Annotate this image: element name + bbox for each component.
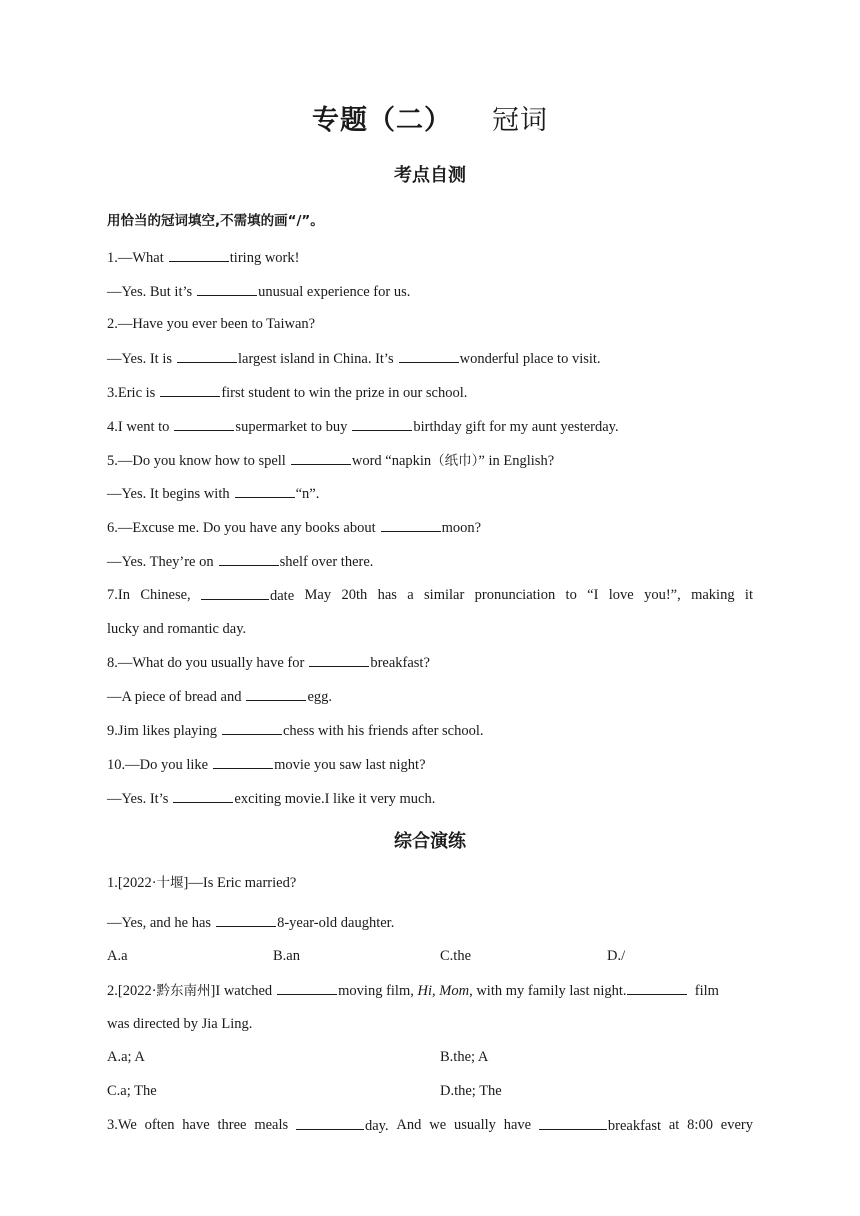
choice-question-1-line-b: —Yes, and he has 8-year-old daughter. <box>107 912 753 933</box>
answer-blank[interactable] <box>277 980 337 995</box>
word: pronunciation <box>474 587 556 603</box>
question-2-line-b: —Yes. It is largest island in China. It’s wonderful place to visit. <box>107 348 753 369</box>
question-6-line-b: —Yes. They’re on shelf over there. <box>107 551 753 572</box>
word: breakfast <box>539 1115 661 1136</box>
answer-blank[interactable] <box>296 1115 364 1130</box>
answer-blank[interactable] <box>197 281 257 296</box>
word: 8:00 <box>687 1117 713 1133</box>
answer-blank[interactable] <box>381 517 441 532</box>
word: 7.In <box>107 587 130 603</box>
option-b[interactable]: B.the; A <box>440 1049 489 1065</box>
answer-blank[interactable] <box>169 247 229 262</box>
word: to <box>565 587 577 603</box>
option-b[interactable]: B.an <box>273 948 300 964</box>
answer-blank[interactable] <box>627 980 687 995</box>
choice-question-3-line-a <box>107 1115 753 1136</box>
answer-blank[interactable] <box>177 348 237 363</box>
question-8-line-a: 8.—What do you usually have for breakfast? <box>107 652 753 673</box>
word: 20th <box>341 587 368 603</box>
choice-question-2-line-a: 2.[2022·黔东南州]I watched moving film, Hi, Mom, with my family last night. film <box>107 980 753 1001</box>
answer-blank[interactable] <box>213 754 273 769</box>
word: May <box>304 587 332 603</box>
word: has <box>377 587 397 603</box>
section-heading-practice: 综合演练 <box>394 831 466 852</box>
answer-blank[interactable] <box>291 450 351 465</box>
answer-blank[interactable] <box>219 551 279 566</box>
option-d[interactable]: D.the; The <box>440 1083 502 1099</box>
option-a[interactable]: A.a; A <box>107 1049 145 1065</box>
section-heading-self-test: 考点自测 <box>394 165 466 186</box>
answer-blank[interactable] <box>399 348 459 363</box>
word: love <box>608 587 634 603</box>
word: three <box>217 1117 247 1133</box>
question-8-line-b: —A piece of bread and egg. <box>107 686 753 707</box>
word: have <box>182 1117 210 1133</box>
word: have <box>503 1117 532 1133</box>
word: making <box>691 587 735 603</box>
word: you!”, <box>644 587 681 603</box>
question-4: 4.I went to supermarket to buy birthday gift for my aunt yesterday. <box>107 416 753 437</box>
answer-blank[interactable] <box>173 788 233 803</box>
page-title <box>0 98 860 137</box>
answer-blank[interactable] <box>246 686 306 701</box>
word: date <box>201 585 294 606</box>
question-3: 3.Eric is first student to win the prize in our school. <box>107 382 753 403</box>
word: often <box>144 1117 175 1133</box>
word: at <box>668 1117 680 1133</box>
answer-blank[interactable] <box>216 912 276 927</box>
question-5-line-a: 5.—Do you know how to spell word “napkin（纸巾）” in English? <box>107 450 753 471</box>
question-5-line-b: —Yes. It begins with “n”. <box>107 483 753 504</box>
answer-blank[interactable] <box>235 483 295 498</box>
question-1-line-b: —Yes. But it’s unusual experience for us. <box>107 281 753 302</box>
word: Chinese, <box>140 587 191 603</box>
answer-blank[interactable] <box>222 720 282 735</box>
word: every <box>720 1117 753 1133</box>
choice-question-1-line-a: 1.[2022·十堰]—Is Eric married? <box>107 875 297 891</box>
question-6-line-a: 6.—Excuse me. Do you have any books about moon? <box>107 517 753 538</box>
question-1-line-a: 1.—What tiring work! <box>107 247 753 268</box>
word: it <box>744 587 753 603</box>
question-10-line-a: 10.—Do you like movie you saw last night? <box>107 754 753 775</box>
title-main: 专题（二） <box>312 105 452 136</box>
instruction-text: 用恰当的冠词填空,不需填的画“/”。 <box>107 213 324 229</box>
answer-blank[interactable] <box>309 652 369 667</box>
question-9: 9.Jim likes playing chess with his friends after school. <box>107 720 753 741</box>
word: day. <box>296 1115 389 1136</box>
title-sub: 冠词 <box>492 105 548 136</box>
word: 3.We <box>107 1117 137 1133</box>
word: we <box>429 1117 447 1133</box>
question-7-line-a <box>107 585 753 606</box>
word: And <box>396 1117 422 1133</box>
word: usually <box>453 1117 496 1133</box>
answer-blank[interactable] <box>201 585 269 600</box>
word: meals <box>254 1117 289 1133</box>
answer-blank[interactable] <box>539 1115 607 1130</box>
option-a[interactable]: A.a <box>107 948 128 964</box>
answer-blank[interactable] <box>160 382 220 397</box>
question-7-line-b: lucky and romantic day. <box>107 621 247 637</box>
word: similar <box>424 587 465 603</box>
answer-blank[interactable] <box>174 416 234 431</box>
word: “I <box>587 587 599 603</box>
question-10-line-b: —Yes. It’s exciting movie.I like it very much. <box>107 788 753 809</box>
option-c[interactable]: C.a; The <box>107 1083 157 1099</box>
option-d[interactable]: D./ <box>607 948 626 964</box>
option-c[interactable]: C.the <box>440 948 472 964</box>
answer-blank[interactable] <box>352 416 412 431</box>
question-2-line-a: 2.—Have you ever been to Taiwan? <box>107 316 316 332</box>
choice-question-2-line-b: was directed by Jia Ling. <box>107 1016 253 1032</box>
word: a <box>407 587 414 603</box>
